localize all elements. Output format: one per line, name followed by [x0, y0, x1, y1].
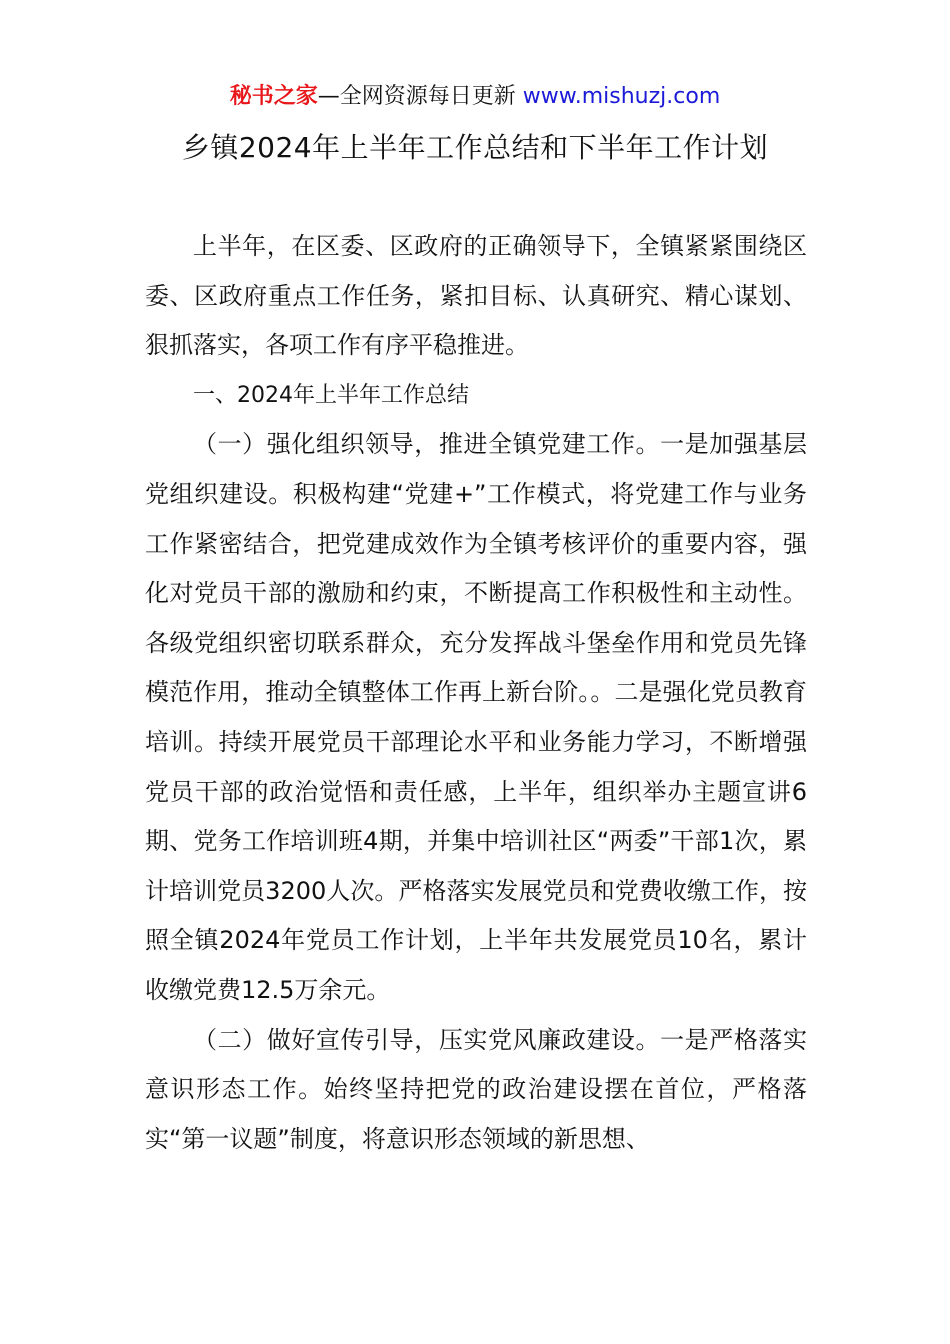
watermark-slogan: —全网资源每日更新: [317, 84, 523, 109]
document-body: [145, 222, 807, 1164]
document-title: 乡镇2024年上半年工作总结和下半年工作计划: [181, 131, 769, 164]
body-paragraph: （二）做好宣传引导，压实党风廉政建设。一是严格落实意识形态工作。始终坚持把党的政治建设摆在首位，严格落实“第一议题”制度，将意识形态领域的新思想、: [145, 1025, 807, 1153]
watermark-url: www.mishuzj.com: [522, 84, 721, 109]
intro-paragraph: 上半年，在区委、区政府的正确领导下，全镇紧紧围绕区委、区政府重点工作任务，紧扣目标、认真研究、精心谋划、狠抓落实，各项工作有序平稳推进。: [145, 232, 807, 360]
body-paragraph: （一）强化组织领导，推进全镇党建工作。一是加强基层党组织建设。积极构建“党建+”工作模式，将党建工作与业务工作紧密结合，把党建成效作为全镇考核评价的重要内容，强化对党员干部的激励和约束，不断提高工作积极性和主动性。各级党组织密切联系群众，充分发挥战斗堡垒作用和党员先锋模范作用，推动全镇整体工作再上新台阶。。二是强化党员教育培训。持续开展党员干部理论水平和业务能力学习，不断增强党员干部的政治觉悟和责任感，上半年，组织举办主题宣讲6期、党务工作培训班4期，并集中培训社区“两委”干部1次，累计培训党员3200人次。严格落实发展党员和党费收缴工作，按照全镇2024年党员工作计划，上半年共发展党员10名，累计收缴党费12.5万余元。: [145, 430, 807, 1004]
watermark-brand: 秘书之家: [229, 84, 318, 109]
site-watermark: [0, 82, 950, 112]
section-heading: 一、2024年上半年工作总结: [193, 382, 469, 408]
